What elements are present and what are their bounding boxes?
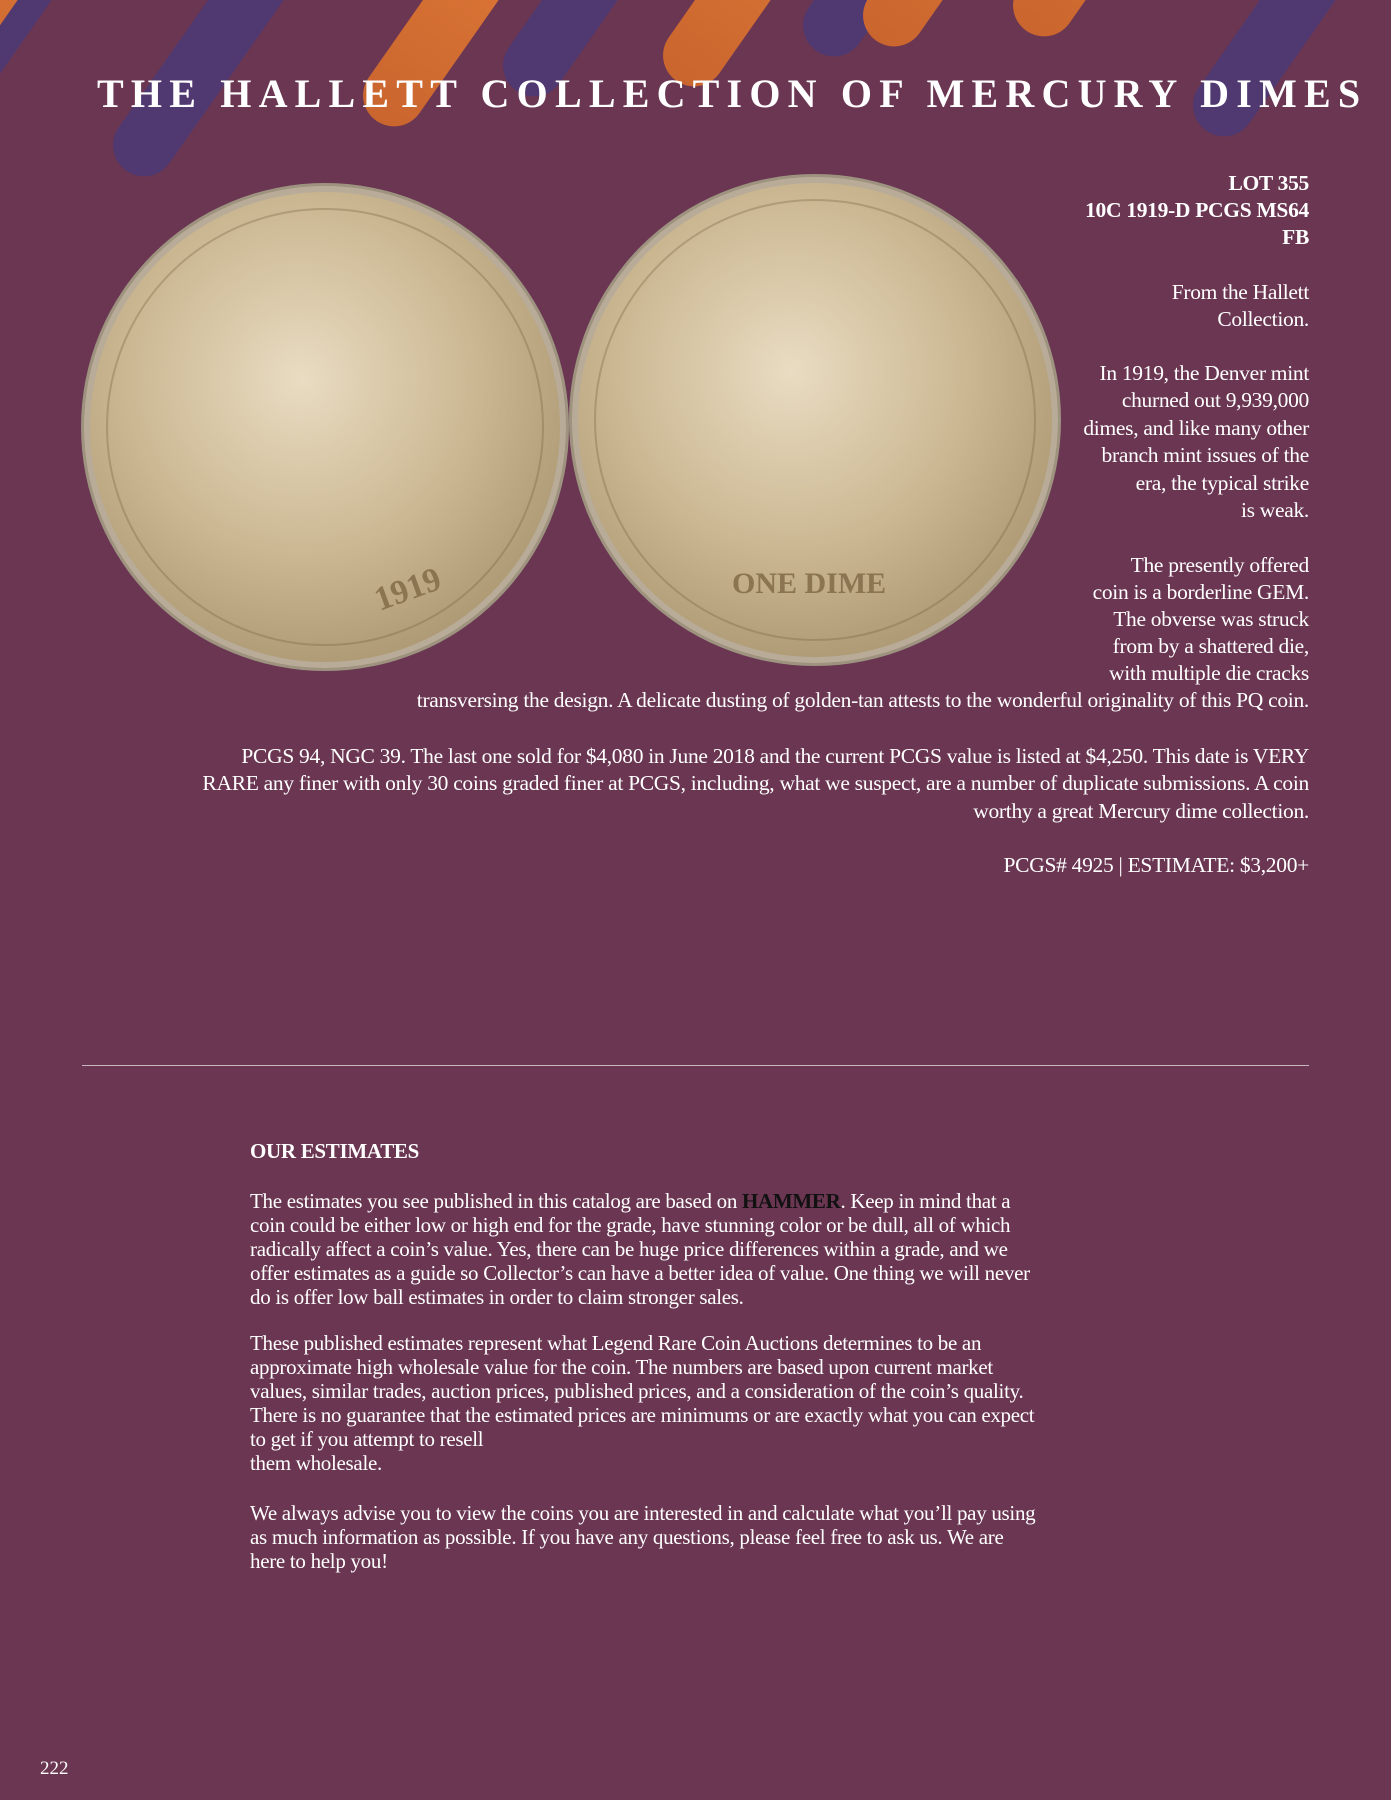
coin-denomination: ONE DIME <box>732 567 887 600</box>
text: The estimates you see published in this catalog are based on <box>250 1189 742 1213</box>
coin-reverse-image <box>572 177 1058 663</box>
text-line: We always advise you to view the coins you are interested in and calculate what you’ll pay using <box>250 1501 1036 1525</box>
text-line: dimes, and like many other <box>1083 415 1309 440</box>
text-line: them wholesale. <box>250 1450 382 1475</box>
text-line: There is no guarantee that the estimated prices are minimums or are exactly what you can expect <box>250 1402 1035 1427</box>
pcgs-estimate: PCGS# 4925 | ESTIMATE: $3,200+ <box>1003 853 1309 877</box>
estimates-first-line <box>250 1189 1010 1214</box>
text-line: era, the typical strike <box>1135 470 1309 495</box>
text-line: PCGS 94, NGC 39. The last one sold for $4,080 in June 2018 and the current PCGS value is listed at $4,250. This date is VERY <box>241 744 1309 768</box>
text-line: transversing the design. A delicate dusting of golden-tan attests to the wonderful originality of this PQ coin. <box>416 688 1309 712</box>
text-line: values, similar trades, auction prices, published prices, and a consideration of the coin’s quality. <box>250 1378 1024 1403</box>
text-line: These published estimates represent what Legend Rare Coin Auctions determines to be an <box>250 1331 982 1355</box>
coin-date: 1919 <box>369 560 447 619</box>
page-number: 222 <box>40 1758 69 1779</box>
text-line: is weak. <box>1240 498 1309 522</box>
text-line: offer estimates as a guide so Collector’s can have a better idea of value. One thing we will never <box>250 1260 1030 1285</box>
text-line: 10C 1919-D PCGS MS64 <box>1085 198 1309 222</box>
text-line: The presently offered <box>1130 553 1309 577</box>
text-line: from by a shattered die, <box>1112 634 1309 658</box>
text-line: coin is a borderline GEM. <box>1092 580 1309 604</box>
text-line: In 1919, the Denver mint <box>1099 361 1309 385</box>
text-line: approximate high wholesale value for the coin. The numbers are based upon current market <box>250 1354 993 1379</box>
text-line: worthy a great Mercury dime collection. <box>973 798 1309 823</box>
text-line: The obverse was struck <box>1113 607 1309 631</box>
text-line: do is offer low ball estimates in order to claim stronger sales. <box>250 1284 744 1309</box>
text-line: to get if you attempt to resell <box>250 1426 484 1451</box>
text: . Keep in mind that a <box>840 1189 1011 1213</box>
text-line: RARE any finer with only 30 coins graded finer at PCGS, including, what we suspect, are a number of duplicate submissions. A coin <box>202 771 1309 796</box>
text-line: coin could be either low or high end for the grade, have stunning color or be dull, all of which <box>250 1213 1011 1237</box>
text-line: LOT 355 <box>1228 171 1309 195</box>
text-line: as much information as possible. If you have any questions, please feel free to ask us. We are <box>250 1524 1004 1549</box>
text-line: From the Hallett <box>1171 280 1309 304</box>
estimates-heading: OUR ESTIMATES <box>250 1139 420 1163</box>
page-title: THE HALLETT COLLECTION OF MERCURY DIMES <box>97 71 1368 116</box>
text-line: churned out 9,939,000 <box>1121 388 1309 413</box>
text-line: FB <box>1282 225 1309 249</box>
text-line: here to help you! <box>250 1548 388 1573</box>
section-divider <box>82 1065 1309 1066</box>
text-line: branch mint issues of the <box>1101 443 1309 468</box>
coin-obverse-image <box>84 186 566 668</box>
text-line: with multiple die cracks <box>1109 661 1309 685</box>
hammer-keyword: HAMMER <box>741 1189 841 1213</box>
text-line: radically affect a coin’s value. Yes, there can be huge price differences within a grade, and we <box>250 1236 1008 1261</box>
text-line: Collection. <box>1217 307 1309 331</box>
